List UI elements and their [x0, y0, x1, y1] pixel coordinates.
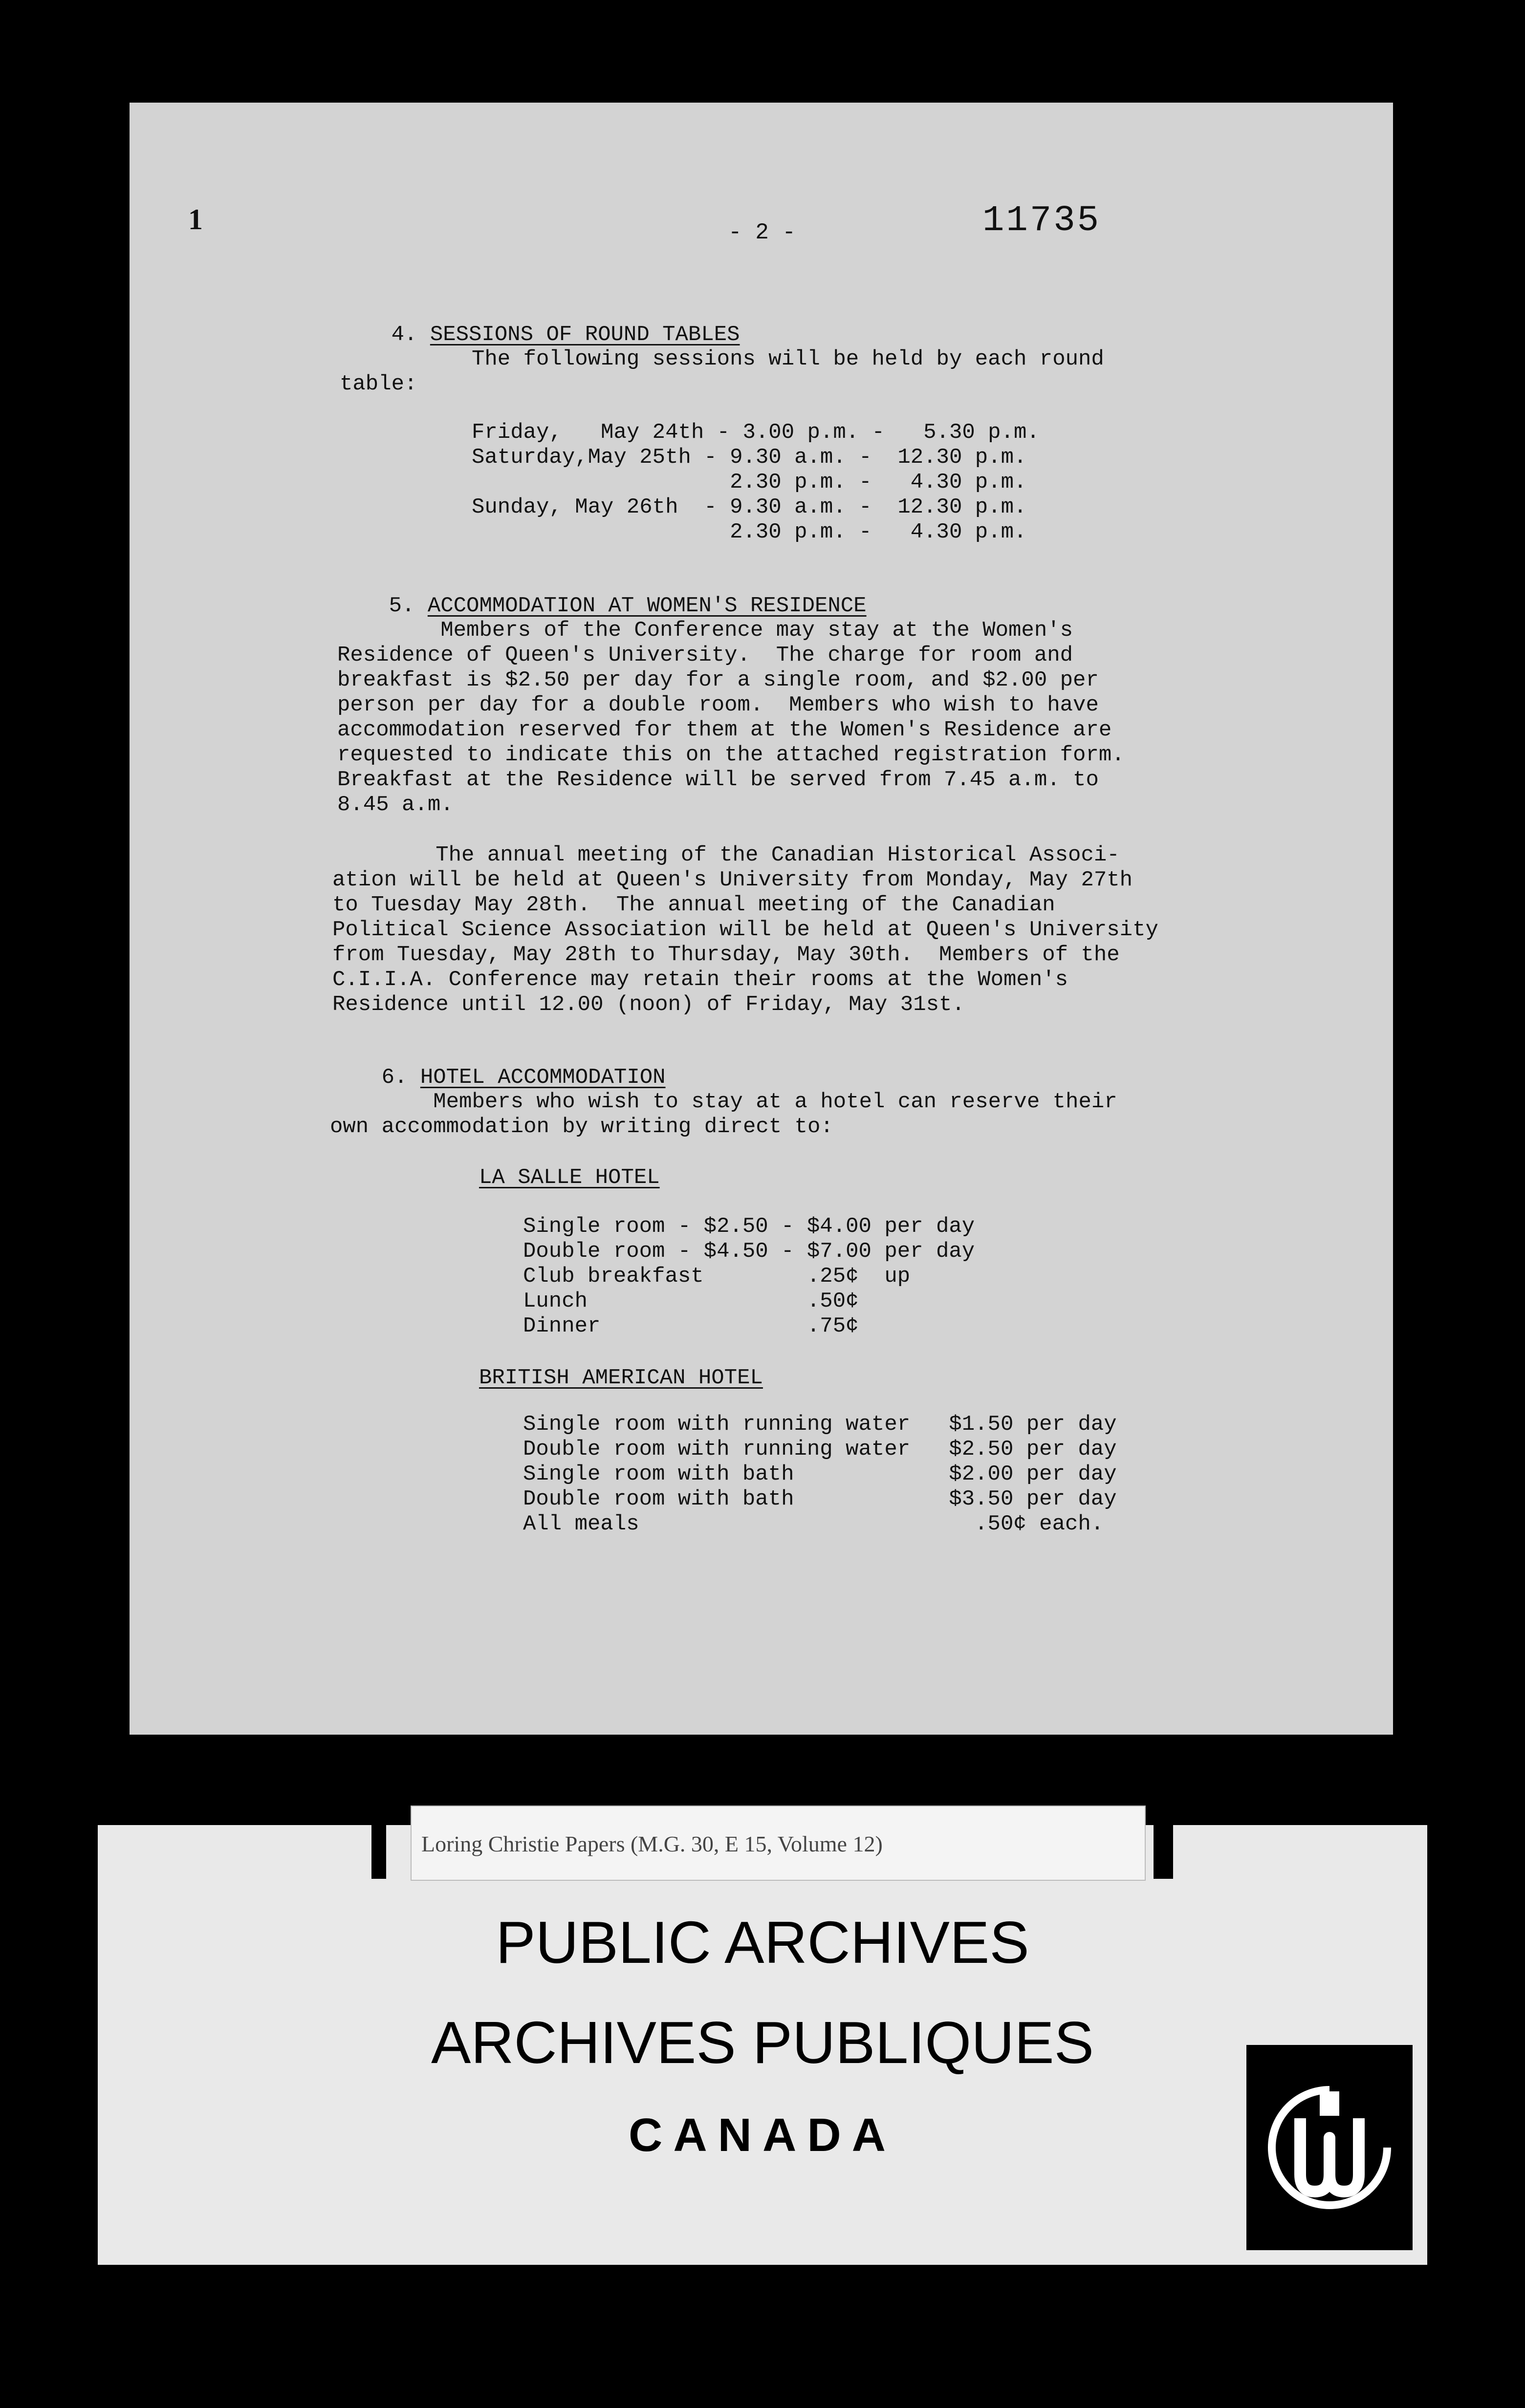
section-6-intro	[330, 1090, 1117, 1140]
rate-line: Double room - $4.50 - $7.00 per day	[523, 1239, 975, 1264]
schedule-line: Sunday, May 26th - 9.30 a.m. - 12.30 p.m.	[472, 495, 1027, 519]
section-5-paragraph-1	[337, 618, 1125, 817]
rate-line: Single room with bath $2.00 per day	[523, 1462, 1117, 1486]
paragraph-line: Breakfast at the Residence will be served from 7.45 a.m. to	[337, 768, 1099, 792]
paragraph-line: Members who wish to stay at a hotel can reserve their	[330, 1090, 1117, 1114]
document-page	[130, 103, 1393, 1735]
card-notch	[1154, 1820, 1173, 1879]
margin-mark: 1	[188, 203, 203, 236]
section-number: 5.	[389, 594, 415, 618]
paragraph-line: from Tuesday, May 28th to Thursday, May 30th. Members of the	[332, 943, 1120, 967]
paragraph-line: person per day for a double room. Members who wish to have	[337, 693, 1099, 717]
paragraph-line: Political Science Association will be held at Queen's University	[332, 918, 1158, 942]
rate-line: Single room with running water $1.50 per day	[523, 1412, 1117, 1437]
hotel-rates	[523, 1214, 975, 1339]
section-5-paragraph-2	[332, 843, 1158, 1017]
paragraph-line: accommodation reserved for them at the Women's Residence are	[337, 718, 1112, 742]
rate-line: Double room with bath $3.50 per day	[523, 1487, 1117, 1511]
section-title: ACCOMMODATION AT WOMEN'S RESIDENCE	[427, 594, 867, 618]
archives-country: CANADA	[629, 2109, 896, 2161]
document-number: 11735	[982, 200, 1101, 241]
paragraph-line: Members of the Conference may stay at the Women's	[337, 618, 1073, 643]
archive-card	[98, 1825, 1427, 2265]
collection-label	[411, 1806, 1146, 1881]
paragraph-line: breakfast is $2.50 per day for a single room, and $2.00 per	[337, 668, 1099, 692]
page-number: - 2 -	[728, 220, 796, 245]
public-archives-canada-logo-icon	[1246, 2045, 1413, 2250]
paragraph-line: Residence of Queen's University. The charge for room and	[337, 643, 1073, 667]
paragraph-line: C.I.I.A. Conference may retain their rooms at the Women's	[332, 968, 1068, 992]
section-number: 4.	[391, 322, 417, 347]
schedule-line: Saturday,May 25th - 9.30 a.m. - 12.30 p.m.	[472, 445, 1027, 470]
paragraph-line: The annual meeting of the Canadian Historical Associ-	[332, 843, 1120, 867]
paragraph-line: 8.45 a.m.	[337, 793, 454, 817]
schedule-line: Friday, May 24th - 3.00 p.m. - 5.30 p.m.	[472, 420, 1040, 445]
archives-title-french: ARCHIVES PUBLIQUES	[431, 2009, 1094, 2076]
schedule-line: 2.30 p.m. - 4.30 p.m.	[472, 520, 1027, 544]
paragraph-line: requested to indicate this on the attached registration form.	[337, 743, 1125, 767]
rate-line: All meals .50¢ each.	[523, 1512, 1104, 1536]
schedule-line: 2.30 p.m. - 4.30 p.m.	[472, 470, 1027, 494]
section-4-intro-line: table:	[340, 372, 417, 396]
card-notch	[371, 1820, 386, 1879]
section-title: HOTEL ACCOMMODATION	[420, 1065, 666, 1090]
rate-line: Dinner .75¢	[523, 1314, 859, 1338]
paragraph-line: Residence until 12.00 (noon) of Friday, May 31st.	[332, 992, 965, 1017]
paragraph-line: own accommodation by writing direct to:	[330, 1115, 833, 1139]
session-schedule	[472, 420, 1040, 545]
archives-title-english: PUBLIC ARCHIVES	[496, 1909, 1029, 1976]
hotel-name: BRITISH AMERICAN HOTEL	[479, 1366, 763, 1390]
rate-line: Single room - $2.50 - $4.00 per day	[523, 1214, 975, 1239]
section-number: 6.	[381, 1065, 408, 1090]
section-4-intro-line: The following sessions will be held by each round	[472, 347, 1104, 371]
rate-line: Double room with running water $2.50 per day	[523, 1437, 1117, 1462]
rate-line: Lunch .50¢	[523, 1289, 859, 1313]
rate-line: Club breakfast .25¢ up	[523, 1264, 911, 1289]
section-title: SESSIONS OF ROUND TABLES	[430, 322, 740, 347]
collection-label-text: Loring Christie Papers (M.G. 30, E 15, Volume 12)	[421, 1831, 883, 1856]
hotel-name: LA SALLE HOTEL	[479, 1165, 660, 1190]
paragraph-line: to Tuesday May 28th. The annual meeting of the Canadian	[332, 893, 1055, 917]
hotel-rates	[523, 1412, 1117, 1537]
paragraph-line: ation will be held at Queen's University from Monday, May 27th	[332, 868, 1133, 892]
